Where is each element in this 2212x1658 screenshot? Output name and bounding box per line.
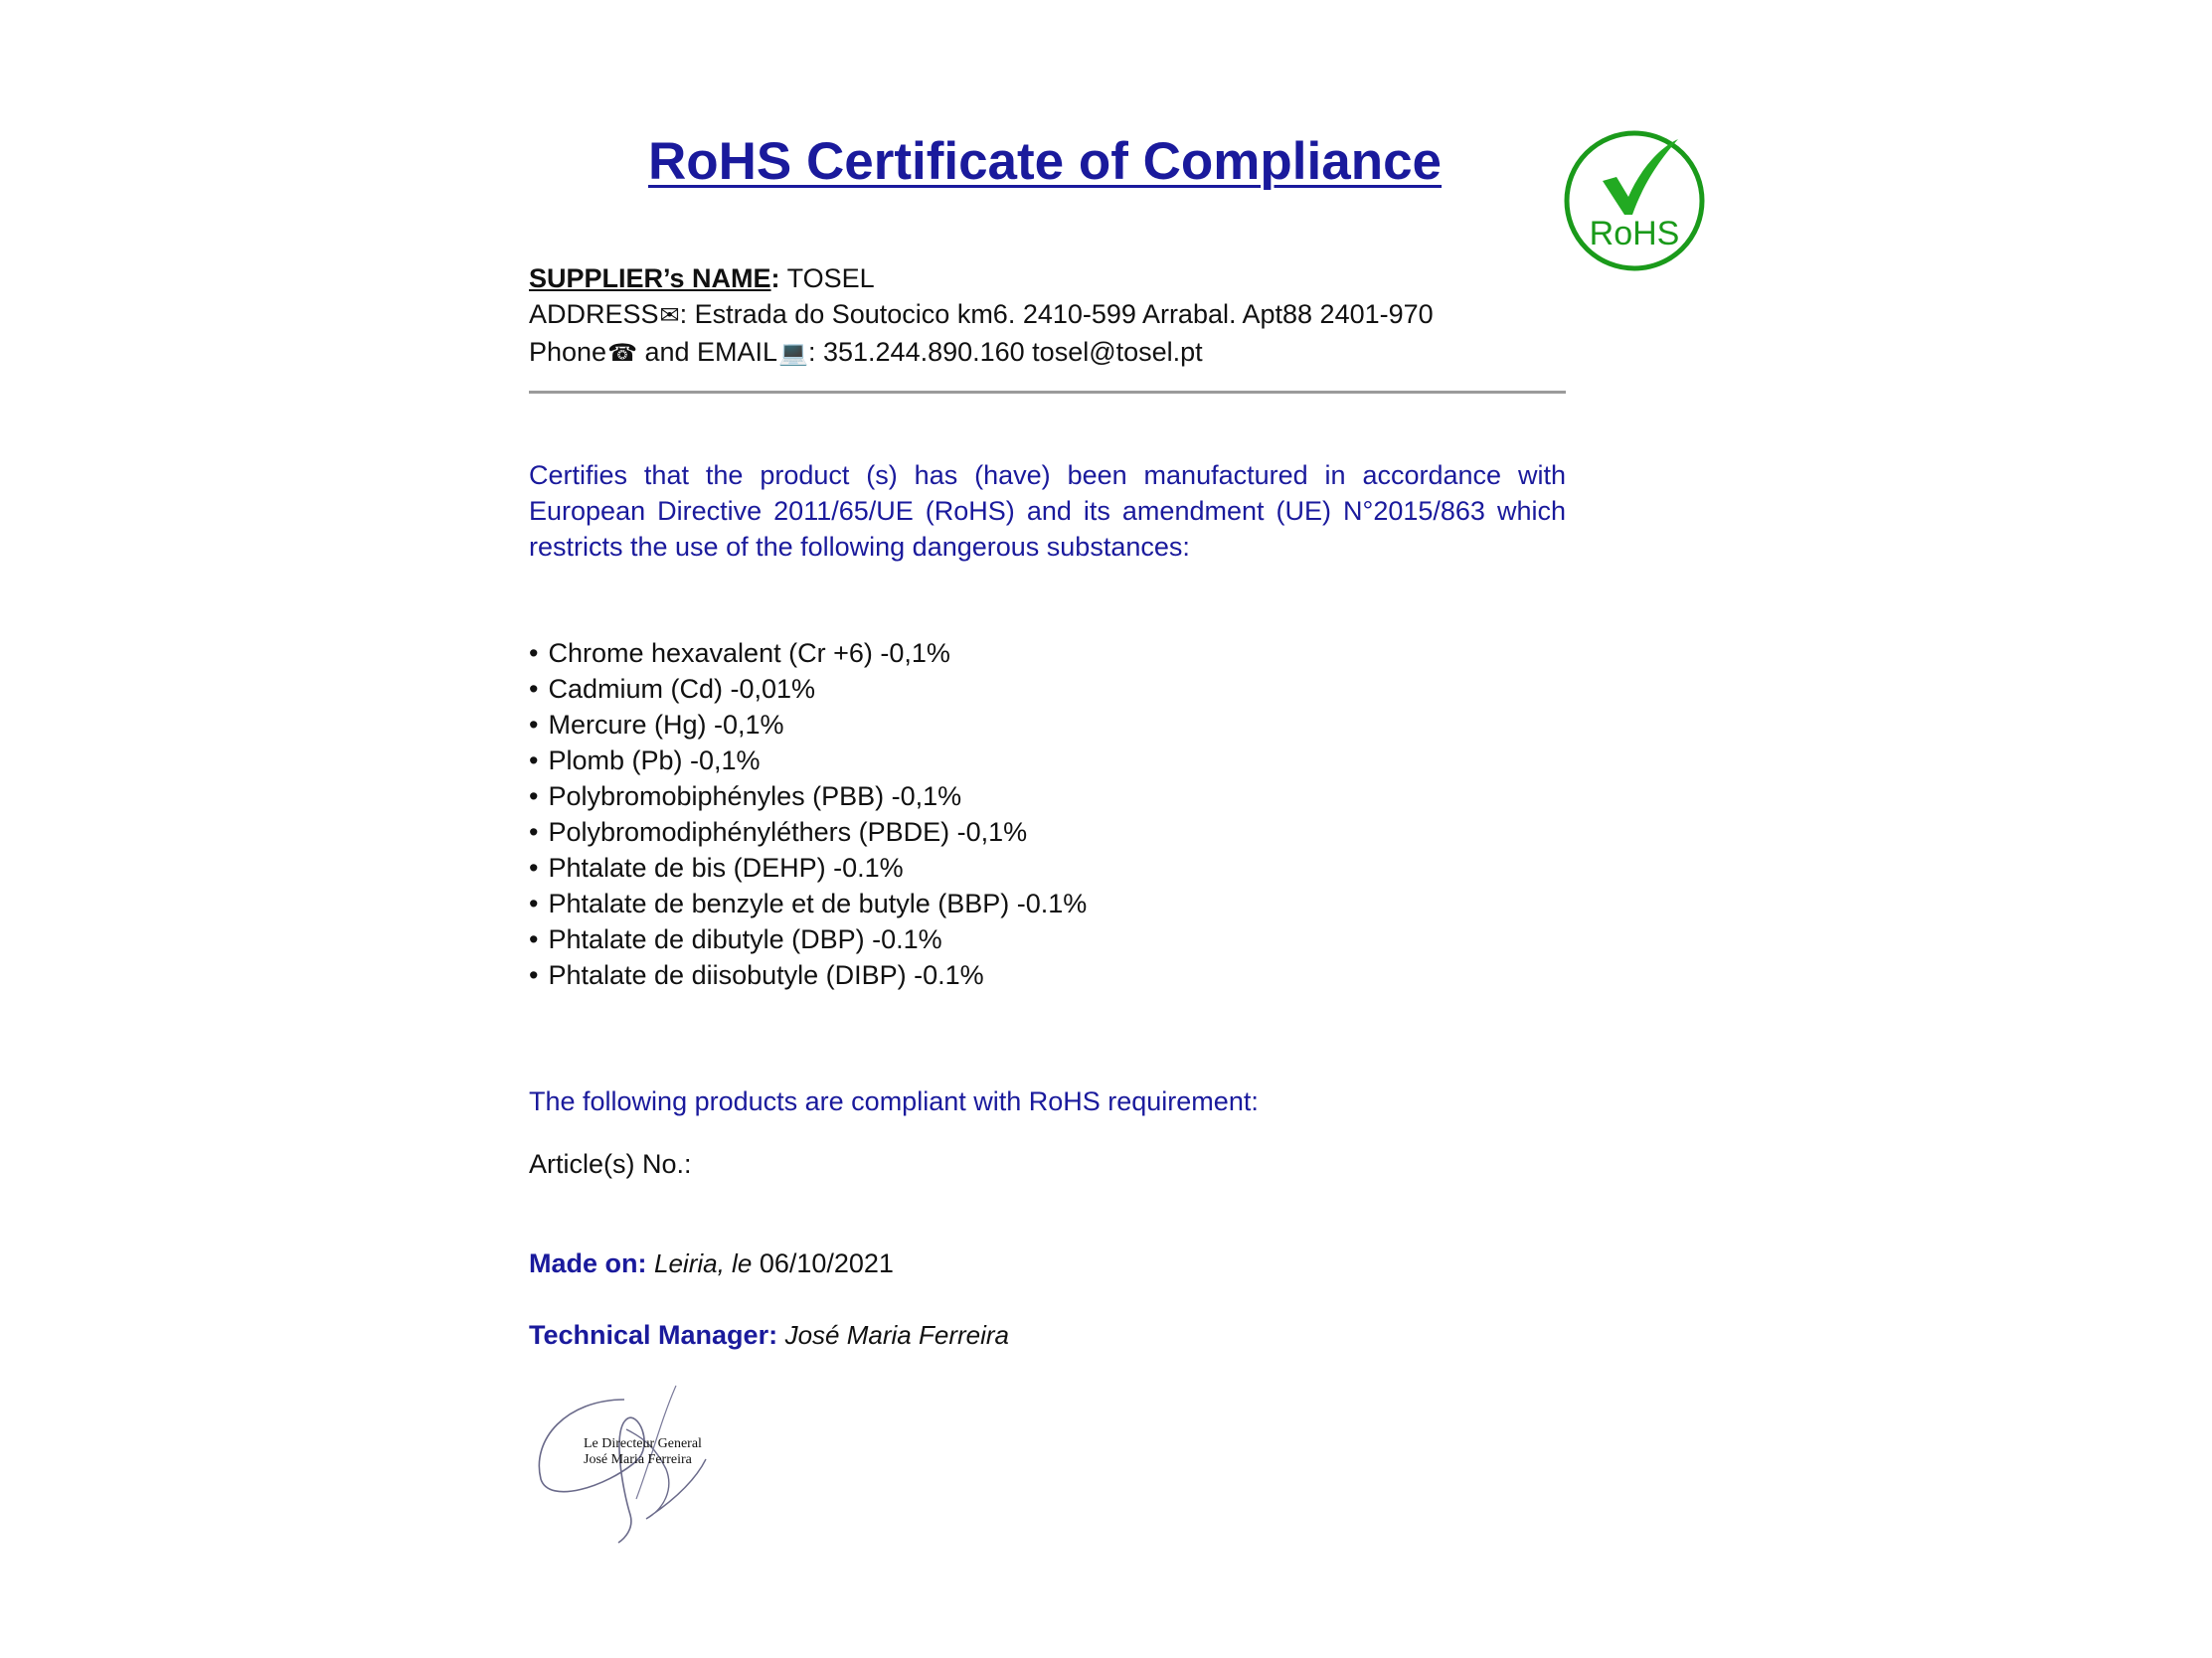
compliant-statement: The following products are compliant with RoHS requirement:	[529, 1086, 1259, 1116]
computer-icon: 💻	[778, 340, 808, 367]
supplier-name-label: SUPPLIER’s NAME	[529, 263, 771, 293]
signature-line1: Le Directeur General	[584, 1436, 702, 1451]
address-label: ADDRESS	[529, 299, 659, 329]
rohs-check-seal-icon	[1563, 129, 1706, 272]
technical-manager-row	[529, 1320, 1009, 1351]
made-on-label: Made on:	[529, 1248, 647, 1278]
list-item: • Polybromodiphényléthers (PBDE) -0,1%	[529, 814, 1424, 850]
signature-line2: José Maria Ferreira	[584, 1452, 692, 1467]
telephone-icon: ☎	[607, 340, 637, 367]
envelope-icon: ✉	[659, 302, 680, 329]
contact-value: 351.244.890.160 tosel@tosel.pt	[822, 337, 1203, 367]
supplier-contact-row: Phone☎ and EMAIL💻: 351.244.890.160 tosel@tosel.pt	[529, 334, 1573, 372]
address-value: Estrada do Soutocico km6. 2410-599 Arrabal. Apt88 2401-970	[694, 299, 1434, 329]
made-on-row	[529, 1248, 894, 1279]
technical-manager-label: Technical Manager:	[529, 1320, 778, 1350]
rohs-logo-text: RoHS	[1589, 215, 1680, 252]
list-item: • Phtalate de diisobutyle (DIBP) -0.1%	[529, 957, 1424, 993]
made-on-date: 06/10/2021	[759, 1248, 894, 1278]
substances-list	[529, 635, 1424, 993]
list-item: • Plomb (Pb) -0,1%	[529, 743, 1424, 778]
supplier-address-row: ADDRESS✉: Estrada do Soutocico km6. 2410-599 Arrabal. Apt88 2401-970	[529, 296, 1573, 334]
page-title: RoHS Certificate of Compliance	[647, 132, 1443, 191]
list-item: • Cadmium (Cd) -0,01%	[529, 671, 1424, 707]
supplier-name-value: TOSEL	[786, 263, 875, 293]
technical-manager-name: José Maria Ferreira	[784, 1320, 1009, 1350]
divider	[529, 391, 1566, 394]
list-item: • Chrome hexavalent (Cr +6) -0,1%	[529, 635, 1424, 671]
supplier-block	[529, 260, 1573, 372]
list-item: • Mercure (Hg) -0,1%	[529, 707, 1424, 743]
signature-stamp	[527, 1380, 756, 1549]
list-item: • Phtalate de bis (DEHP) -0.1%	[529, 850, 1424, 886]
article-number-label: Article(s) No.:	[529, 1149, 692, 1179]
made-on-place: Leiria, le	[654, 1248, 753, 1278]
email-label: and EMAIL	[644, 337, 778, 367]
phone-label: Phone	[529, 337, 607, 367]
list-item: • Polybromobiphényles (PBB) -0,1%	[529, 778, 1424, 814]
list-item: • Phtalate de dibutyle (DBP) -0.1%	[529, 921, 1424, 957]
supplier-name-row: SUPPLIER’s NAME: TOSEL	[529, 263, 875, 293]
certifies-paragraph: Certifies that the product (s) has (have) been manufactured in accordance with European Directive 2011/65/UE (RoHS) and its amendment (UE) N°2015/863 which restricts the use of the following dangerous substances:	[529, 460, 1566, 562]
list-item: • Phtalate de benzyle et de butyle (BBP) -0.1%	[529, 886, 1424, 921]
